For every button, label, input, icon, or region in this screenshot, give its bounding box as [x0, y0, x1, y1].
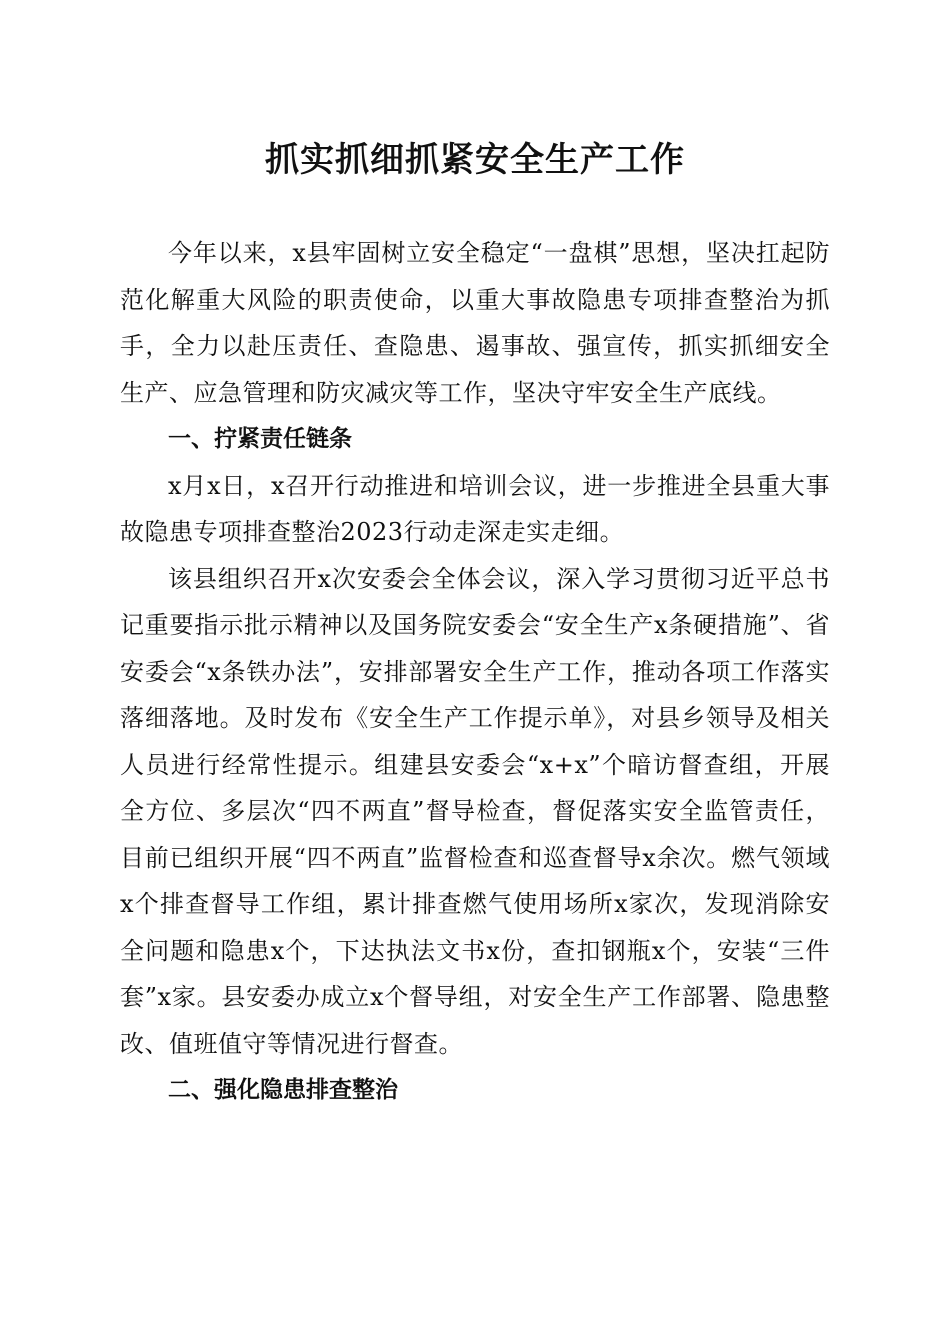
- document-title: 抓实抓细抓紧安全生产工作: [265, 140, 685, 180]
- document-body: [120, 230, 830, 1114]
- section-heading-2: 二、强化隐患排查整治: [168, 1077, 398, 1103]
- intro-paragraph: 今年以来，x县牢固树立安全稳定“一盘棋”思想，坚决扛起防范化解重大风险的职责使命，以重大事故隐患专项排查整治为抓手，全力以赴压责任、查隐患、遏事故、强宣传，抓实抓细安全生产、应急管理和防灾减灾等工作，坚决守牢安全生产底线。: [120, 239, 830, 407]
- section-heading-1: 一、拧紧责任链条: [168, 426, 352, 452]
- body-paragraph: x月x日，x召开行动推进和培训会议，进一步推进全县重大事故隐患专项排查整治2023行动走深走实走细。: [120, 471, 830, 546]
- body-paragraph: 该县组织召开x次安委会全体会议，深入学习贯彻习近平总书记重要指示批示精神以及国务院安委会“安全生产x条硬措施”、省安委会“x条铁办法”，安排部署安全生产工作，推动各项工作落实落细落地。及时发布《安全生产工作提示单》，对县乡领导及相关人员进行经常性提示。组建县安委会“x+x”个暗访督查组，开展全方位、多层次“四不两直”督导检查，督促落实安全监管责任，目前已组织开展“四不两直”监督检查和巡查督导x余次。燃气领域x个排查督导工作组，累计排查燃气使用场所x家次，发现消除安全问题和隐患x个，下达执法文书x份，查扣钢瓶x个，安装“三件套”x家。县安委办成立x个督导组，对安全生产工作部署、隐患整改、值班值守等情况进行督查。: [120, 564, 830, 1058]
